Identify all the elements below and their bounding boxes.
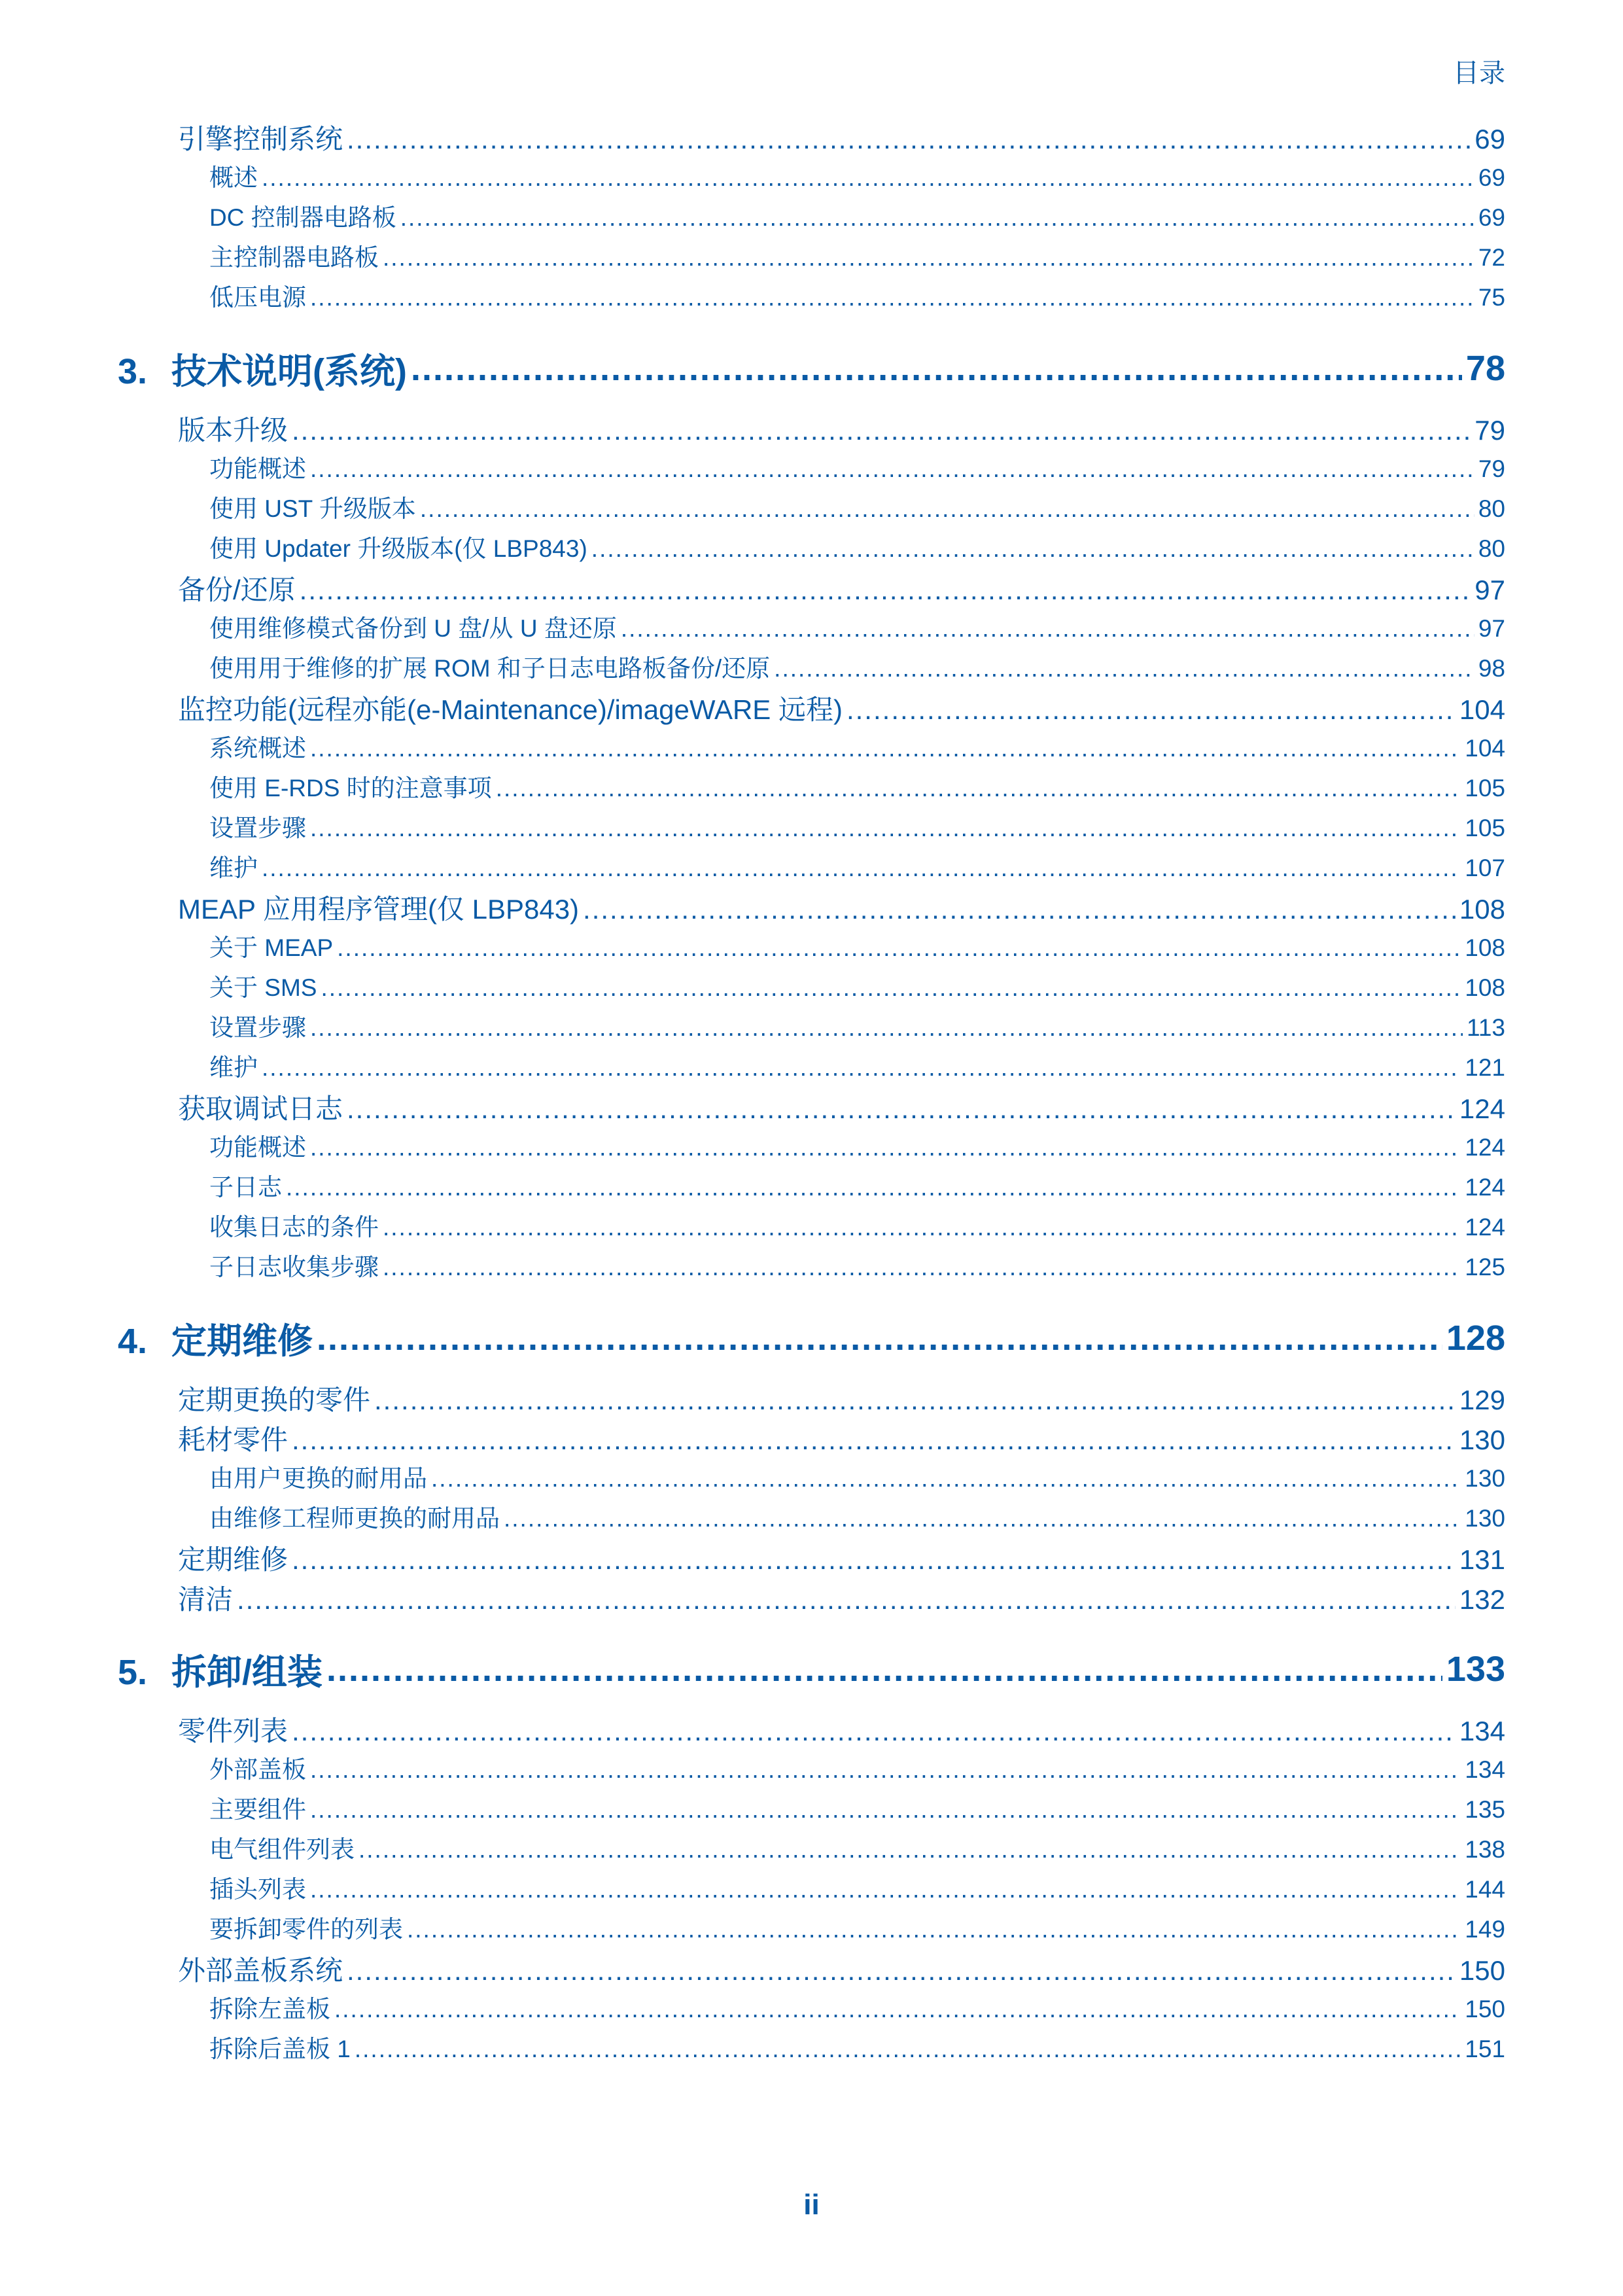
dot-leader xyxy=(310,1134,1461,1161)
toc-entry-label: 监控功能(远程亦能(e-Maintenance)/imageWARE 远程) xyxy=(178,694,843,725)
toc-page-number: 105 xyxy=(1465,775,1505,802)
toc-entry-label: 概述 xyxy=(209,164,258,191)
toc-chapter-entry[interactable] xyxy=(118,1636,1505,1702)
toc-entry-label: 设置步骤 xyxy=(209,815,306,841)
toc-entry-label: 外部盖板系统 xyxy=(178,1955,343,1986)
dot-leader xyxy=(591,535,1475,563)
toc-page-number: 97 xyxy=(1478,615,1505,642)
dot-leader xyxy=(621,615,1475,643)
toc-subsection-entry[interactable] xyxy=(118,1498,1505,1538)
dot-leader xyxy=(321,974,1461,1002)
toc-chapter-number: 3. xyxy=(118,351,148,391)
toc-entry-label: 维护 xyxy=(209,1054,258,1081)
toc-entry-label: 子日志收集步骤 xyxy=(209,1254,379,1280)
dot-leader xyxy=(310,455,1475,483)
toc-section-entry[interactable] xyxy=(118,688,1505,728)
toc-page-number: 138 xyxy=(1465,1836,1505,1863)
dot-leader xyxy=(310,735,1461,762)
toc-entry-label: 零件列表 xyxy=(178,1716,288,1746)
toc-entry-label: 要拆卸零件的列表 xyxy=(209,1916,403,1943)
dot-leader xyxy=(504,1505,1461,1532)
dot-leader xyxy=(337,934,1461,962)
toc-page-number: 124 xyxy=(1465,1174,1505,1201)
toc-subsection-entry[interactable] xyxy=(118,1829,1505,1869)
toc-section-entry[interactable] xyxy=(118,118,1505,158)
toc-page-number: 124 xyxy=(1465,1134,1505,1161)
toc-subsection-entry[interactable] xyxy=(118,158,1505,198)
toc-subsection-entry[interactable] xyxy=(118,529,1505,569)
toc-subsection-entry[interactable] xyxy=(118,277,1505,317)
dot-leader xyxy=(407,1916,1461,1943)
dot-leader xyxy=(431,1465,1461,1492)
toc-entry-label: 外部盖板 xyxy=(209,1756,306,1783)
dot-leader xyxy=(317,1318,1442,1358)
toc-section-entry[interactable] xyxy=(118,409,1505,449)
running-header: 目录 xyxy=(1453,59,1505,88)
toc-page-number: 149 xyxy=(1465,1916,1505,1943)
toc-page-number: 78 xyxy=(1465,349,1505,388)
dot-leader xyxy=(496,775,1461,802)
toc-section-entry[interactable] xyxy=(118,569,1505,609)
toc-entry-label: 主控制器电路板 xyxy=(209,244,379,271)
dot-leader xyxy=(310,1014,1463,1042)
dot-leader xyxy=(383,244,1475,272)
toc-page-number: 104 xyxy=(1459,694,1505,725)
toc-entry-label: 设置步骤 xyxy=(209,1014,306,1041)
dot-leader xyxy=(347,1955,1456,1987)
toc-page-number: 75 xyxy=(1478,284,1505,311)
toc-subsection-entry[interactable] xyxy=(118,449,1505,489)
toc-section-entry[interactable] xyxy=(118,1578,1505,1618)
toc-chapter-entry[interactable] xyxy=(118,1305,1505,1371)
toc-subsection-entry[interactable] xyxy=(118,968,1505,1008)
toc-entry-label: 拆除左盖板 xyxy=(209,1996,330,2022)
toc-page-number: 124 xyxy=(1465,1214,1505,1241)
toc-subsection-entry[interactable] xyxy=(118,1127,1505,1167)
toc-entry-label: 清洁 xyxy=(178,1584,234,1615)
toc-entry-label: 插头列表 xyxy=(209,1876,306,1903)
toc-subsection-entry[interactable] xyxy=(118,928,1505,968)
dot-leader xyxy=(310,1796,1461,1824)
toc-page-number: 80 xyxy=(1478,535,1505,562)
dot-leader xyxy=(292,415,1471,446)
toc-page-number: 144 xyxy=(1465,1876,1505,1903)
toc-entry-label: 子日志 xyxy=(209,1174,282,1201)
toc-entry-label: 版本升级 xyxy=(178,415,288,446)
toc-page-number: 125 xyxy=(1465,1254,1505,1280)
toc-entry-label: 电气组件列表 xyxy=(209,1836,355,1863)
toc-entry-label: 关于 SMS xyxy=(209,974,317,1001)
toc-page-number: 108 xyxy=(1465,934,1505,961)
toc-entry-label: 主要组件 xyxy=(209,1796,306,1823)
toc-page-number: 130 xyxy=(1459,1424,1505,1455)
dot-leader xyxy=(262,1054,1461,1082)
toc-entry-label: 关于 MEAP xyxy=(209,934,334,961)
toc-entry-label: 定期更换的零件 xyxy=(178,1385,371,1415)
toc-entry-label: 引擎控制系统 xyxy=(178,124,343,154)
dot-leader xyxy=(310,284,1475,311)
toc-subsection-entry[interactable] xyxy=(118,1750,1505,1790)
toc-subsection-entry[interactable] xyxy=(118,1909,1505,1949)
toc-subsection-entry[interactable] xyxy=(118,728,1505,768)
toc-chapter-number: 5. xyxy=(118,1652,148,1692)
dot-leader xyxy=(292,1424,1456,1456)
toc-subsection-entry[interactable] xyxy=(118,489,1505,529)
toc-page-number: 121 xyxy=(1465,1054,1505,1081)
toc-page-number: 132 xyxy=(1459,1584,1505,1615)
toc-subsection-entry[interactable] xyxy=(118,1790,1505,1829)
dot-leader xyxy=(400,204,1475,232)
toc-subsection-entry[interactable] xyxy=(118,2029,1505,2069)
toc-page-number: 130 xyxy=(1465,1465,1505,1492)
dot-leader xyxy=(262,164,1475,192)
toc-page-number: 131 xyxy=(1459,1544,1505,1575)
toc-entry-label: 拆卸/组装 xyxy=(171,1652,323,1692)
toc-entry-label: 耗材零件 xyxy=(178,1424,288,1455)
dot-leader xyxy=(326,1649,1442,1689)
toc-entry-label: 技术说明(系统) xyxy=(171,351,407,391)
toc-page-number: 150 xyxy=(1465,1996,1505,2022)
toc-chapter-heading xyxy=(118,1313,313,1364)
toc-subsection-entry[interactable] xyxy=(118,609,1505,648)
dot-leader xyxy=(292,1716,1456,1747)
toc-page-number: 133 xyxy=(1446,1650,1505,1689)
toc-section-entry[interactable] xyxy=(118,1710,1505,1750)
dot-leader xyxy=(310,1876,1461,1903)
toc-subsection-entry[interactable] xyxy=(118,1207,1505,1247)
toc-page-number: 79 xyxy=(1478,455,1505,482)
toc-page-number: 69 xyxy=(1478,204,1505,231)
toc-section-entry[interactable] xyxy=(118,1087,1505,1127)
toc-entry-label: 使用 Updater 升级版本(仅 LBP843) xyxy=(209,535,587,562)
toc-entry-label: 使用 E-RDS 时的注意事项 xyxy=(209,775,492,802)
toc-entry-label: 由维修工程师更换的耐用品 xyxy=(209,1505,500,1532)
toc-page-number: 80 xyxy=(1478,495,1505,522)
toc-section-entry[interactable] xyxy=(118,1949,1505,1989)
toc-page-number: 128 xyxy=(1446,1318,1505,1358)
toc-page-number: 69 xyxy=(1475,124,1505,154)
toc-entry-label: 功能概述 xyxy=(209,455,306,482)
toc-entry-label: 维护 xyxy=(209,855,258,881)
table-of-contents xyxy=(118,118,1505,2069)
dot-leader xyxy=(347,124,1471,155)
toc-section-entry[interactable] xyxy=(118,888,1505,928)
toc-chapter-number: 4. xyxy=(118,1321,148,1361)
toc-subsection-entry[interactable] xyxy=(118,1458,1505,1498)
dot-leader xyxy=(355,2036,1461,2063)
toc-page-number: 124 xyxy=(1459,1093,1505,1124)
toc-page-number: 72 xyxy=(1478,244,1505,271)
toc-entry-label: 功能概述 xyxy=(209,1134,306,1161)
toc-subsection-entry[interactable] xyxy=(118,768,1505,808)
toc-entry-label: 系统概述 xyxy=(209,735,306,762)
toc-subsection-entry[interactable] xyxy=(118,1247,1505,1287)
dot-leader xyxy=(846,694,1456,726)
dot-leader xyxy=(300,574,1471,606)
toc-subsection-entry[interactable] xyxy=(118,1869,1505,1909)
toc-page-number: 134 xyxy=(1459,1716,1505,1746)
toc-subsection-entry[interactable] xyxy=(118,1048,1505,1087)
dot-leader xyxy=(310,1756,1461,1784)
toc-page-number: 79 xyxy=(1475,415,1505,446)
dot-leader xyxy=(310,815,1461,842)
toc-entry-label: 定期维修 xyxy=(171,1321,313,1361)
dot-leader xyxy=(411,348,1462,389)
toc-subsection-entry[interactable] xyxy=(118,848,1505,888)
toc-page-number: 134 xyxy=(1465,1756,1505,1783)
toc-page-number: 97 xyxy=(1475,574,1505,605)
toc-entry-label: 备份/还原 xyxy=(178,574,296,605)
toc-entry-label: 使用 UST 升级版本 xyxy=(209,495,416,522)
toc-page-number: 69 xyxy=(1478,164,1505,191)
dot-leader xyxy=(237,1584,1456,1616)
toc-page-number: 108 xyxy=(1465,974,1505,1001)
dot-leader xyxy=(358,1836,1461,1863)
dot-leader xyxy=(262,855,1461,882)
toc-section-entry[interactable] xyxy=(118,1419,1505,1458)
toc-page-number: 107 xyxy=(1465,855,1505,881)
toc-page-number: 98 xyxy=(1478,655,1505,682)
dot-leader xyxy=(347,1093,1456,1125)
toc-entry-label: MEAP 应用程序管理(仅 LBP843) xyxy=(178,894,580,925)
toc-page-number: 151 xyxy=(1465,2036,1505,2062)
toc-entry-label: 获取调试日志 xyxy=(178,1093,343,1124)
dot-leader xyxy=(292,1544,1456,1576)
toc-page-number: 105 xyxy=(1465,815,1505,841)
dot-leader xyxy=(286,1174,1461,1201)
toc-subsection-entry[interactable] xyxy=(118,1989,1505,2029)
toc-entry-label: 拆除后盖板 1 xyxy=(209,2036,351,2062)
page-number: ii xyxy=(803,2189,820,2221)
toc-subsection-entry[interactable] xyxy=(118,1008,1505,1048)
toc-entry-label: 低压电源 xyxy=(209,284,306,311)
toc-page-number: 150 xyxy=(1459,1955,1505,1986)
toc-chapter-heading xyxy=(118,1644,323,1695)
toc-page-number: 108 xyxy=(1459,894,1505,925)
toc-section-entry[interactable] xyxy=(118,1379,1505,1419)
toc-section-entry[interactable] xyxy=(118,1538,1505,1578)
dot-leader xyxy=(774,655,1475,682)
toc-subsection-entry[interactable] xyxy=(118,1167,1505,1207)
toc-page-number: 129 xyxy=(1459,1385,1505,1415)
toc-subsection-entry[interactable] xyxy=(118,808,1505,848)
toc-subsection-entry[interactable] xyxy=(118,198,1505,238)
dot-leader xyxy=(583,894,1456,925)
toc-entry-label: DC 控制器电路板 xyxy=(209,204,396,231)
toc-chapter-heading xyxy=(118,344,407,394)
toc-subsection-entry[interactable] xyxy=(118,238,1505,277)
toc-entry-label: 使用维修模式备份到 U 盘/从 U 盘还原 xyxy=(209,615,617,642)
toc-entry-label: 收集日志的条件 xyxy=(209,1214,379,1241)
toc-page-number: 130 xyxy=(1465,1505,1505,1532)
toc-page-number: 113 xyxy=(1467,1014,1505,1041)
toc-entry-label: 由用户更换的耐用品 xyxy=(209,1465,427,1492)
toc-subsection-entry[interactable] xyxy=(118,648,1505,688)
dot-leader xyxy=(334,1996,1461,2023)
toc-entry-label: 使用用于维修的扩展 ROM 和子日志电路板备份/还原 xyxy=(209,655,771,682)
dot-leader xyxy=(420,495,1475,523)
toc-page-number: 135 xyxy=(1465,1796,1505,1823)
toc-page-number: 104 xyxy=(1465,735,1505,762)
dot-leader xyxy=(383,1254,1461,1281)
toc-chapter-entry[interactable] xyxy=(118,336,1505,401)
dot-leader xyxy=(374,1385,1456,1416)
toc-entry-label: 定期维修 xyxy=(178,1544,288,1575)
dot-leader xyxy=(383,1214,1461,1241)
